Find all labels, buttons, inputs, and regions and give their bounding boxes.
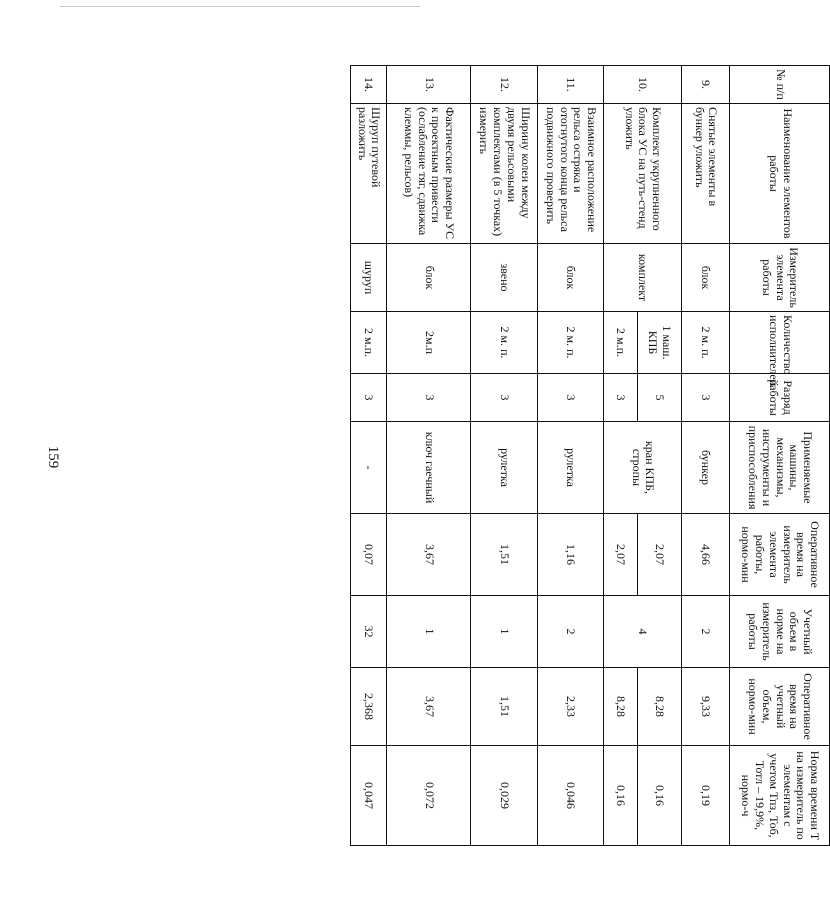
page-number: 159	[45, 445, 62, 469]
row-name: Шуруп путевой разложить	[351, 104, 387, 244]
norms-table	[350, 65, 830, 846]
row-meter: блок	[537, 244, 604, 312]
row-meter: звено	[471, 244, 538, 312]
row-op-time-volume: 1,51	[471, 668, 538, 746]
row-name: Фактические размеры УС к проектным привести (ослабление тяг, сдвижка клеммы, рельсов)	[387, 104, 471, 244]
header-row	[730, 66, 830, 846]
row-meter: шуруп	[351, 244, 387, 312]
row-volume: 4	[604, 596, 681, 668]
row-volume: 2	[681, 596, 730, 668]
row-num: 12.	[471, 66, 538, 104]
row-op-time: 4,66	[681, 514, 730, 596]
table-row	[537, 66, 604, 846]
row-machines: -	[351, 422, 387, 514]
row-volume: 32	[351, 596, 387, 668]
row-norm: 0,047	[351, 746, 387, 846]
header-name: Наименование элементов работы	[730, 104, 830, 244]
row-machines: бункер	[681, 422, 730, 514]
row-num: 10.	[604, 66, 681, 104]
row-grade: 3	[537, 374, 604, 422]
row-workers: 1 маш. КПБ	[637, 312, 681, 374]
header-meter: Измеритель элемента работы	[730, 244, 830, 312]
row-machines: кран КПБ, стропы	[604, 422, 681, 514]
table-row	[471, 66, 538, 846]
row-grade: 3	[471, 374, 538, 422]
row-norm: 0,072	[387, 746, 471, 846]
row-op-time-volume: 8,28	[637, 668, 681, 746]
row-workers: 2 м.п.	[351, 312, 387, 374]
table-row	[387, 66, 471, 846]
row-op-time-volume: 2,368	[351, 668, 387, 746]
header-norm: Норма времени Т на измеритель по элементам с учетом Тпз, Тоб, Тотл – 19,9%, нормо-ч	[730, 746, 830, 846]
row-op-time: 3,67	[387, 514, 471, 596]
row-op-time-volume: 9,33	[681, 668, 730, 746]
row-op-time-volume: 3,67	[387, 668, 471, 746]
row-volume: 2	[537, 596, 604, 668]
table-row	[681, 66, 730, 846]
header-op-time-volume: Оперативное время на учетный объем, нормо-мин	[730, 668, 830, 746]
table-row	[351, 66, 387, 846]
row-machines: ключ гаечный	[387, 422, 471, 514]
table-row	[637, 66, 681, 846]
row-meter: комплект	[604, 244, 681, 312]
row-norm: 0,16	[637, 746, 681, 846]
header-machines: Применяемые машины, механизмы, инструменты и приспособления	[730, 422, 830, 514]
row-name: Ширину колеи между двумя рельсовыми комплектами (в 5 точках) измерить	[471, 104, 538, 244]
row-grade: 5	[637, 374, 681, 422]
row-grade: 3	[351, 374, 387, 422]
row-volume: 1	[471, 596, 538, 668]
row-meter: блок	[681, 244, 730, 312]
header-op-time: Оперативное время на измеритель элемента работы, нормо-мин	[730, 514, 830, 596]
row-workers: 2 м. п.	[537, 312, 604, 374]
row-volume: 1	[387, 596, 471, 668]
row-op-time: 1,51	[471, 514, 538, 596]
row-op-time-volume: 8,28	[604, 668, 637, 746]
header-workers: Количество исполнителей	[730, 312, 830, 374]
row-norm: 0,029	[471, 746, 538, 846]
row-meter: блок	[387, 244, 471, 312]
row-name: Снятые элементы в бункер уложить	[681, 104, 730, 244]
row-name: Взаимное расположение рельса остряка и отогнутого конца рельса подвижного проверить	[537, 104, 604, 244]
norms-table-wrapper	[350, 65, 830, 845]
row-workers: 2м.п	[387, 312, 471, 374]
row-grade: 3	[681, 374, 730, 422]
row-norm: 0,16	[604, 746, 637, 846]
row-workers: 2 м. п.	[471, 312, 538, 374]
row-op-time-volume: 2,33	[537, 668, 604, 746]
row-op-time: 2,07	[604, 514, 637, 596]
row-grade: 3	[387, 374, 471, 422]
row-op-time: 1,16	[537, 514, 604, 596]
row-num: 14.	[351, 66, 387, 104]
header-num: № п/п	[730, 66, 830, 104]
row-workers: 2 м.п.	[604, 312, 637, 374]
row-num: 13.	[387, 66, 471, 104]
row-machines: рулетка	[537, 422, 604, 514]
row-name: Комплект укрупненного блока УС на путь-стенд уложить	[604, 104, 681, 244]
row-num: 9.	[681, 66, 730, 104]
row-grade: 3	[604, 374, 637, 422]
row-op-time: 2,07	[637, 514, 681, 596]
row-machines: рулетка	[471, 422, 538, 514]
header-volume: Учетный объем в норме на измеритель работы	[730, 596, 830, 668]
row-num: 11.	[537, 66, 604, 104]
header-grade: Разряд работы	[730, 374, 830, 422]
row-op-time: 0,07	[351, 514, 387, 596]
row-workers: 2 м. п.	[681, 312, 730, 374]
row-norm: 0,19	[681, 746, 730, 846]
row-norm: 0,046	[537, 746, 604, 846]
